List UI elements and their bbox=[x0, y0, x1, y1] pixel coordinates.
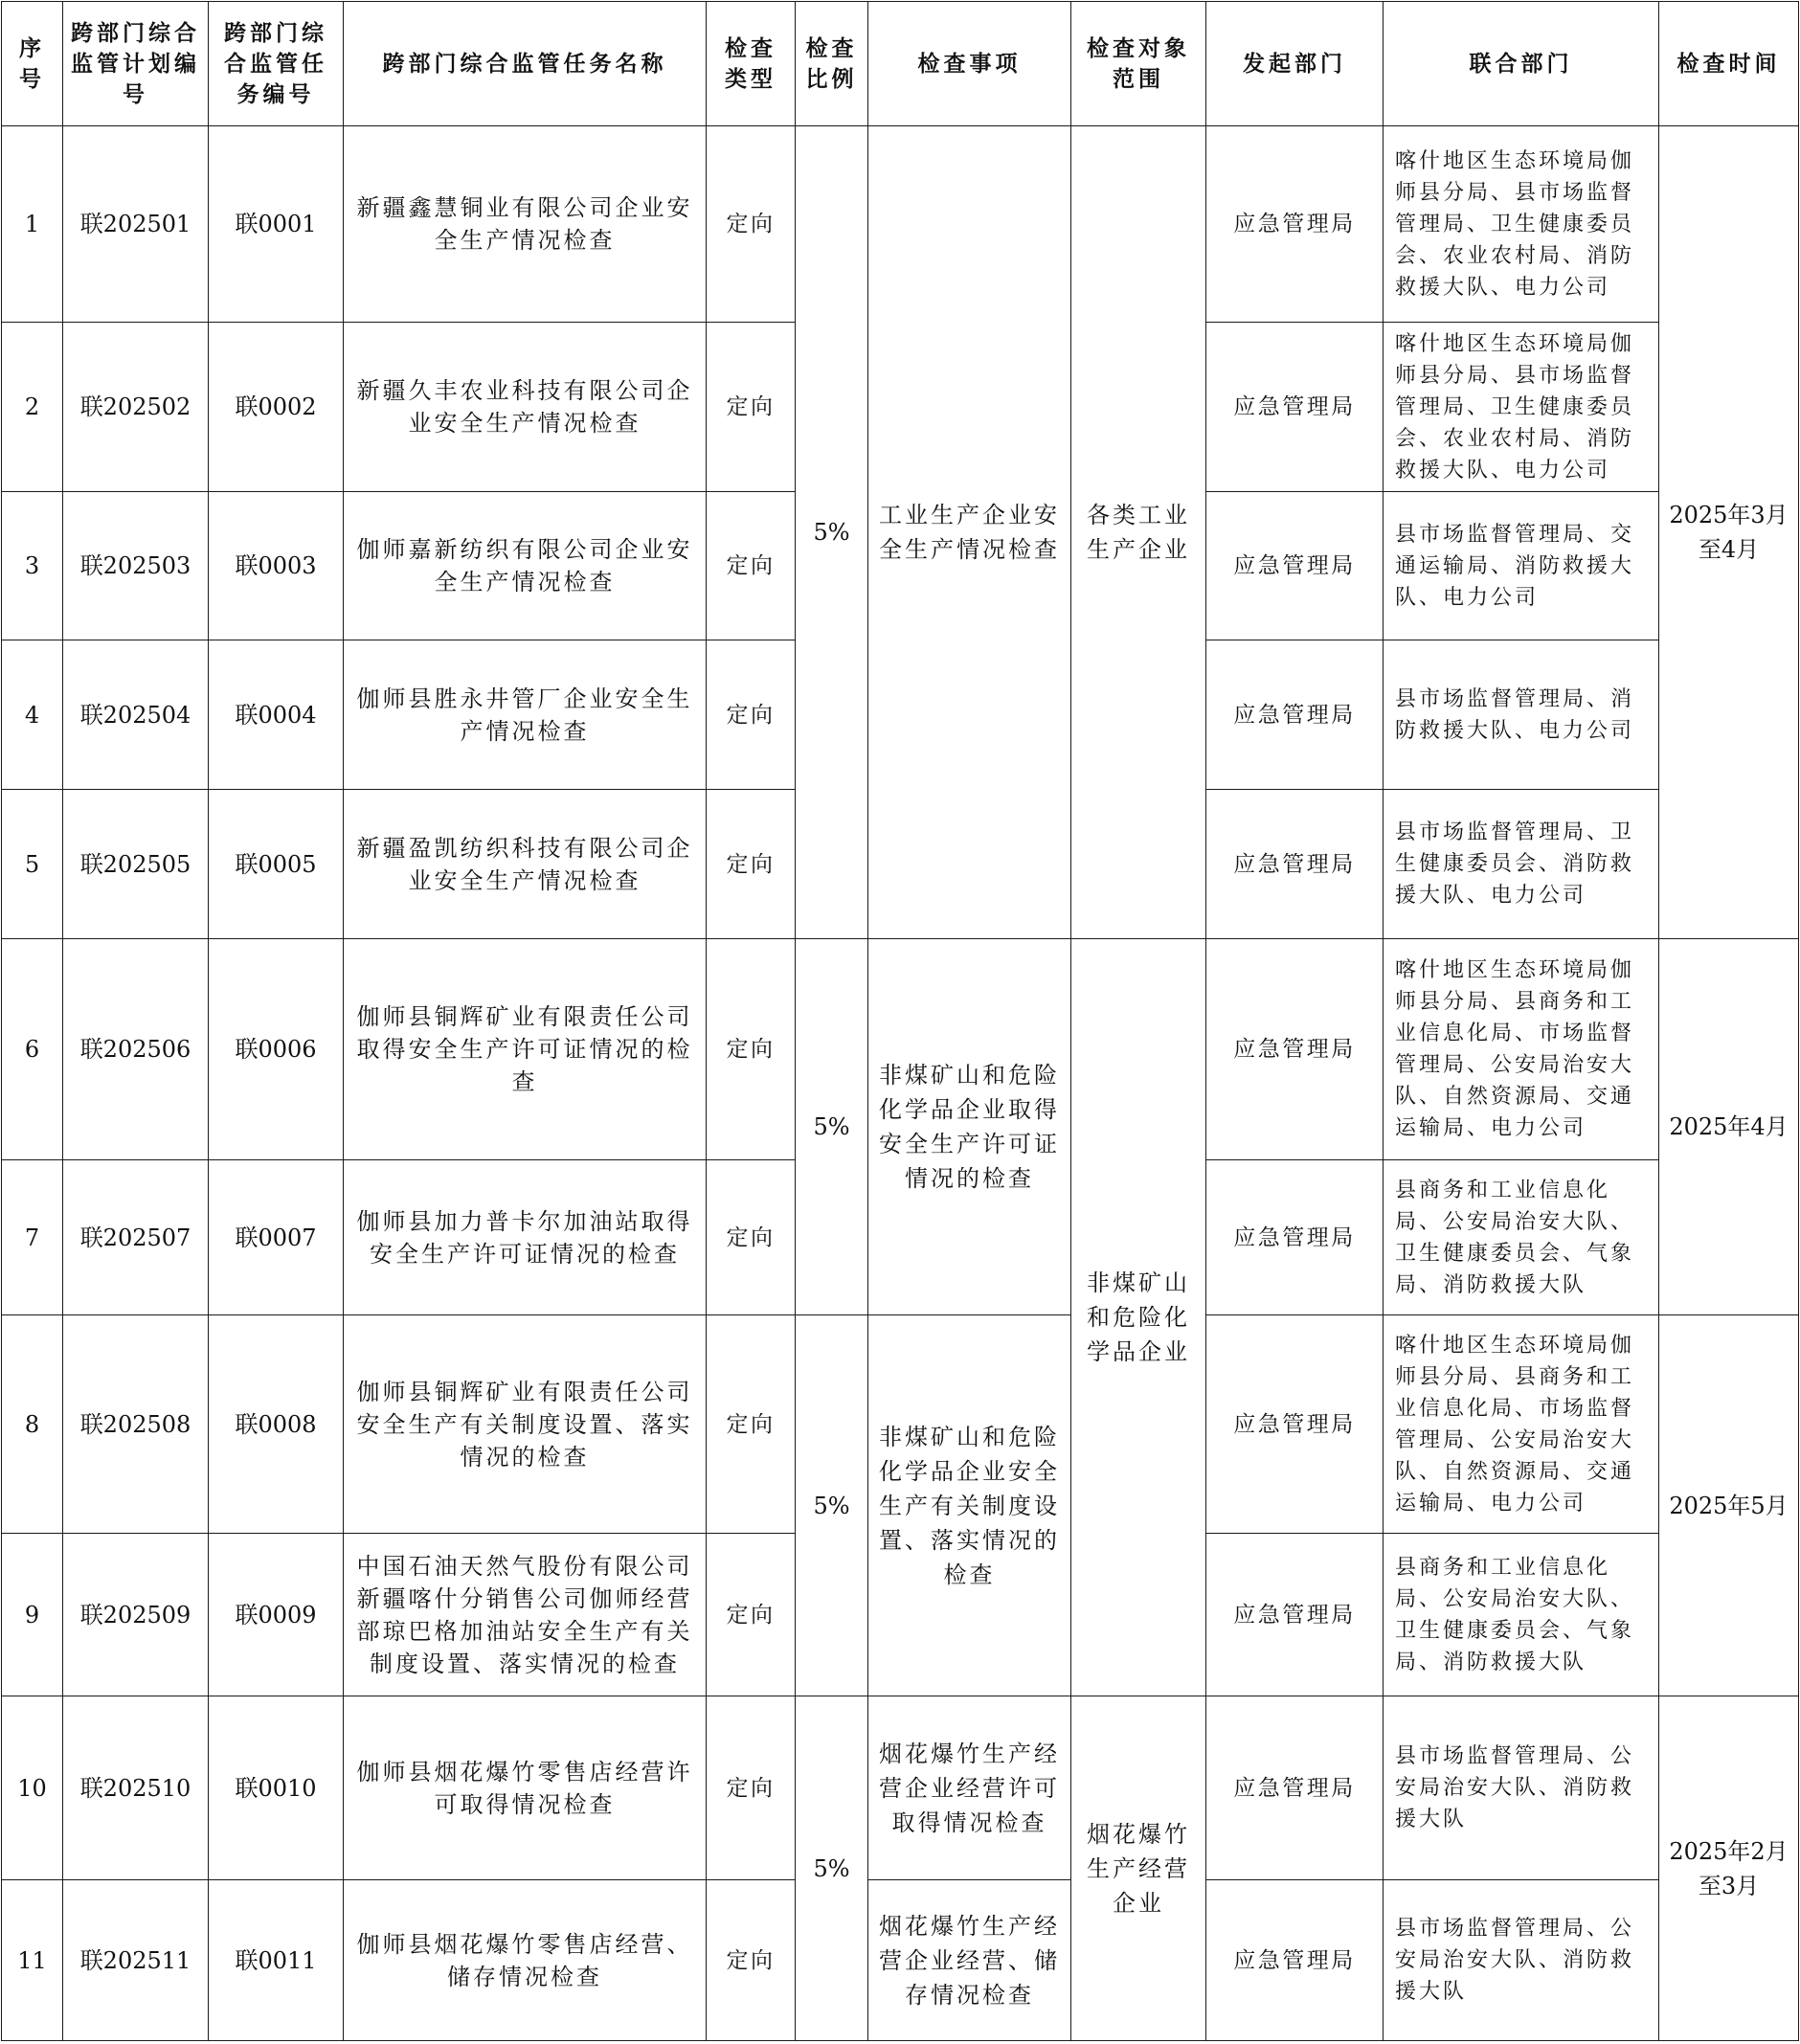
cell-seq: 3 bbox=[2, 492, 63, 640]
header-row bbox=[2, 2, 1799, 126]
cell-seq: 2 bbox=[2, 323, 63, 492]
table-row bbox=[2, 1696, 1799, 1880]
cell-task-no: 联0011 bbox=[209, 1880, 344, 2041]
cell-plan-no: 联202508 bbox=[63, 1315, 209, 1534]
cell-seq: 8 bbox=[2, 1315, 63, 1534]
cell-joint: 喀什地区生态环境局伽师县分局、县商务和工业信息化局、市场监督管理局、公安局治安大队、自然资源局、交通运输局、电力公司 bbox=[1384, 1315, 1659, 1534]
cell-joint: 县市场监督管理局、公安局治安大队、消防救援大队 bbox=[1384, 1696, 1659, 1880]
cell-task-no: 联0006 bbox=[209, 939, 344, 1160]
cell-seq: 4 bbox=[2, 640, 63, 790]
header-plan-no: 跨部门综合监管计划编号 bbox=[63, 2, 209, 126]
cell-plan-no: 联202505 bbox=[63, 790, 209, 939]
cell-check-type: 定向 bbox=[707, 790, 796, 939]
header-initiator: 发起部门 bbox=[1206, 2, 1384, 126]
cell-check-type: 定向 bbox=[707, 1160, 796, 1315]
cell-check-type: 定向 bbox=[707, 492, 796, 640]
cell-time: 2025年2月至3月 bbox=[1659, 1696, 1799, 2041]
cell-seq: 11 bbox=[2, 1880, 63, 2041]
cell-task-name: 伽师县铜辉矿业有限责任公司取得安全生产许可证情况的检查 bbox=[344, 939, 707, 1160]
cell-task-name: 伽师县铜辉矿业有限责任公司安全生产有关制度设置、落实情况的检查 bbox=[344, 1315, 707, 1534]
table-row bbox=[2, 1315, 1799, 1534]
cell-initiator: 应急管理局 bbox=[1206, 939, 1384, 1160]
supervision-plan-table bbox=[1, 1, 1799, 2041]
cell-task-no: 联0010 bbox=[209, 1696, 344, 1880]
cell-plan-no: 联202510 bbox=[63, 1696, 209, 1880]
cell-check-type: 定向 bbox=[707, 126, 796, 323]
cell-task-name: 伽师县胜永井管厂企业安全生产情况检查 bbox=[344, 640, 707, 790]
header-task-no: 跨部门综合监管任务编号 bbox=[209, 2, 344, 126]
cell-check-type: 定向 bbox=[707, 323, 796, 492]
cell-time: 2025年5月 bbox=[1659, 1315, 1799, 1696]
cell-check-item: 工业生产企业安全生产情况检查 bbox=[868, 126, 1071, 939]
cell-plan-no: 联202506 bbox=[63, 939, 209, 1160]
cell-initiator: 应急管理局 bbox=[1206, 126, 1384, 323]
cell-plan-no: 联202504 bbox=[63, 640, 209, 790]
cell-seq: 9 bbox=[2, 1534, 63, 1696]
cell-plan-no: 联202502 bbox=[63, 323, 209, 492]
header-seq: 序号 bbox=[2, 2, 63, 126]
cell-joint: 喀什地区生态环境局伽师县分局、县商务和工业信息化局、市场监督管理局、公安局治安大队、自然资源局、交通运输局、电力公司 bbox=[1384, 939, 1659, 1160]
cell-initiator: 应急管理局 bbox=[1206, 1534, 1384, 1696]
cell-check-item: 非煤矿山和危险化学品企业取得安全生产许可证情况的检查 bbox=[868, 939, 1071, 1315]
cell-initiator: 应急管理局 bbox=[1206, 1696, 1384, 1880]
cell-task-name: 伽师嘉新纺织有限公司企业安全生产情况检查 bbox=[344, 492, 707, 640]
cell-check-type: 定向 bbox=[707, 1880, 796, 2041]
cell-plan-no: 联202503 bbox=[63, 492, 209, 640]
cell-initiator: 应急管理局 bbox=[1206, 1160, 1384, 1315]
cell-task-name: 新疆鑫慧铜业有限公司企业安全生产情况检查 bbox=[344, 126, 707, 323]
cell-check-ratio: 5% bbox=[796, 1315, 868, 1696]
cell-joint: 县市场监督管理局、卫生健康委员会、消防救援大队、电力公司 bbox=[1384, 790, 1659, 939]
header-time: 检查时间 bbox=[1659, 2, 1799, 126]
cell-joint: 喀什地区生态环境局伽师县分局、县市场监督管理局、卫生健康委员会、农业农村局、消防救援大队、电力公司 bbox=[1384, 126, 1659, 323]
cell-check-type: 定向 bbox=[707, 939, 796, 1160]
cell-task-no: 联0009 bbox=[209, 1534, 344, 1696]
cell-check-item: 非煤矿山和危险化学品企业安全生产有关制度设置、落实情况的检查 bbox=[868, 1315, 1071, 1696]
cell-task-name: 新疆久丰农业科技有限公司企业安全生产情况检查 bbox=[344, 323, 707, 492]
header-scope: 检查对象范围 bbox=[1071, 2, 1206, 126]
table-row bbox=[2, 1880, 1799, 2041]
cell-initiator: 应急管理局 bbox=[1206, 492, 1384, 640]
cell-task-no: 联0007 bbox=[209, 1160, 344, 1315]
cell-joint: 县商务和工业信息化局、公安局治安大队、卫生健康委员会、气象局、消防救援大队 bbox=[1384, 1160, 1659, 1315]
cell-initiator: 应急管理局 bbox=[1206, 640, 1384, 790]
cell-check-item: 烟花爆竹生产经营企业经营、储存情况检查 bbox=[868, 1880, 1071, 2041]
cell-initiator: 应急管理局 bbox=[1206, 790, 1384, 939]
cell-scope: 烟花爆竹生产经营企业 bbox=[1071, 1696, 1206, 2041]
cell-initiator: 应急管理局 bbox=[1206, 323, 1384, 492]
cell-initiator: 应急管理局 bbox=[1206, 1315, 1384, 1534]
cell-task-name: 新疆盈凯纺织科技有限公司企业安全生产情况检查 bbox=[344, 790, 707, 939]
cell-plan-no: 联202509 bbox=[63, 1534, 209, 1696]
cell-check-ratio: 5% bbox=[796, 126, 868, 939]
cell-joint: 县商务和工业信息化局、公安局治安大队、卫生健康委员会、气象局、消防救援大队 bbox=[1384, 1534, 1659, 1696]
cell-task-no: 联0008 bbox=[209, 1315, 344, 1534]
cell-time: 2025年3月至4月 bbox=[1659, 126, 1799, 939]
header-task-name: 跨部门综合监管任务名称 bbox=[344, 2, 707, 126]
cell-plan-no: 联202501 bbox=[63, 126, 209, 323]
table-row bbox=[2, 126, 1799, 323]
cell-task-no: 联0003 bbox=[209, 492, 344, 640]
cell-seq: 7 bbox=[2, 1160, 63, 1315]
header-joint: 联合部门 bbox=[1384, 2, 1659, 126]
header-check-ratio: 检查比例 bbox=[796, 2, 868, 126]
header-check-item: 检查事项 bbox=[868, 2, 1071, 126]
table-row bbox=[2, 939, 1799, 1160]
cell-seq: 6 bbox=[2, 939, 63, 1160]
cell-task-no: 联0002 bbox=[209, 323, 344, 492]
cell-task-no: 联0001 bbox=[209, 126, 344, 323]
cell-plan-no: 联202507 bbox=[63, 1160, 209, 1315]
cell-task-name: 伽师县烟花爆竹零售店经营、储存情况检查 bbox=[344, 1880, 707, 2041]
cell-seq: 10 bbox=[2, 1696, 63, 1880]
cell-check-type: 定向 bbox=[707, 1696, 796, 1880]
cell-task-no: 联0004 bbox=[209, 640, 344, 790]
cell-plan-no: 联202511 bbox=[63, 1880, 209, 2041]
cell-check-item: 烟花爆竹生产经营企业经营许可取得情况检查 bbox=[868, 1696, 1071, 1880]
cell-check-type: 定向 bbox=[707, 640, 796, 790]
cell-seq: 1 bbox=[2, 126, 63, 323]
cell-check-type: 定向 bbox=[707, 1315, 796, 1534]
cell-task-name: 伽师县烟花爆竹零售店经营许可取得情况检查 bbox=[344, 1696, 707, 1880]
cell-scope: 非煤矿山和危险化学品企业 bbox=[1071, 939, 1206, 1696]
cell-joint: 喀什地区生态环境局伽师县分局、县市场监督管理局、卫生健康委员会、农业农村局、消防救援大队、电力公司 bbox=[1384, 323, 1659, 492]
cell-check-ratio: 5% bbox=[796, 939, 868, 1315]
cell-task-no: 联0005 bbox=[209, 790, 344, 939]
cell-check-ratio: 5% bbox=[796, 1696, 868, 2041]
cell-seq: 5 bbox=[2, 790, 63, 939]
header-check-type: 检查类型 bbox=[707, 2, 796, 126]
cell-check-type: 定向 bbox=[707, 1534, 796, 1696]
cell-joint: 县市场监督管理局、公安局治安大队、消防救援大队 bbox=[1384, 1880, 1659, 2041]
cell-joint: 县市场监督管理局、消防救援大队、电力公司 bbox=[1384, 640, 1659, 790]
cell-time: 2025年4月 bbox=[1659, 939, 1799, 1315]
cell-initiator: 应急管理局 bbox=[1206, 1880, 1384, 2041]
cell-task-name: 中国石油天然气股份有限公司新疆喀什分销售公司伽师经营部琼巴格加油站安全生产有关制度设置、落实情况的检查 bbox=[344, 1534, 707, 1696]
cell-joint: 县市场监督管理局、交通运输局、消防救援大队、电力公司 bbox=[1384, 492, 1659, 640]
cell-scope: 各类工业生产企业 bbox=[1071, 126, 1206, 939]
cell-task-name: 伽师县加力普卡尔加油站取得安全生产许可证情况的检查 bbox=[344, 1160, 707, 1315]
